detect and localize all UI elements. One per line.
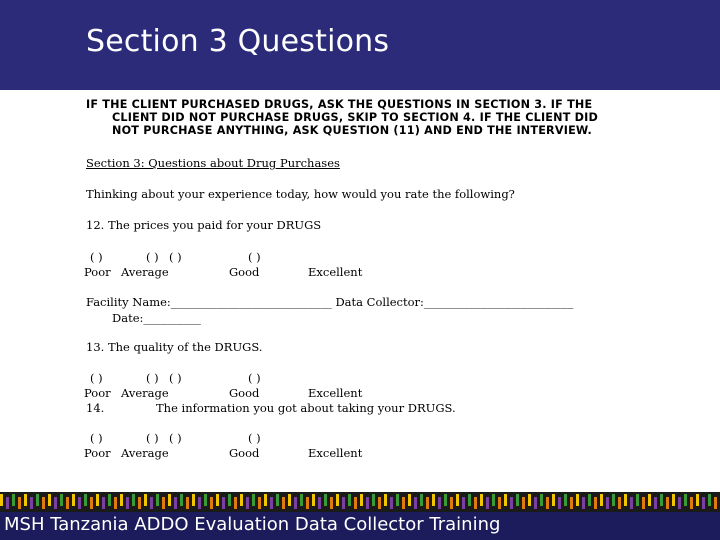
option-label-excellent: Excellent: [308, 446, 363, 460]
checkbox-good[interactable]: ( ): [169, 250, 182, 264]
option-label-excellent: Excellent: [308, 386, 363, 400]
option-label-average: Average: [121, 446, 169, 460]
footer-text: MSH Tanzania ADDO Evaluation Data Collector Training: [4, 514, 501, 535]
checkbox-average[interactable]: ( ): [146, 371, 159, 385]
slide-title: Section 3 Questions: [86, 24, 390, 59]
option-label-good: Good: [229, 386, 260, 400]
question-14-number: 14.: [86, 401, 105, 415]
checkbox-excellent[interactable]: ( ): [248, 250, 261, 264]
title-banner: [0, 0, 720, 90]
section-heading: Section 3: Questions about Drug Purchases: [86, 156, 340, 170]
footer-banner: [0, 492, 720, 540]
checkbox-poor[interactable]: ( ): [90, 431, 103, 445]
checkbox-excellent[interactable]: ( ): [248, 431, 261, 445]
question-14: The information you got about taking your DRUGS.: [156, 401, 456, 415]
option-label-poor: Poor: [84, 386, 111, 400]
option-label-good: Good: [229, 265, 260, 279]
checkbox-average[interactable]: ( ): [146, 250, 159, 264]
option-label-average: Average: [121, 386, 169, 400]
option-label-good: Good: [229, 446, 260, 460]
option-label-excellent: Excellent: [308, 265, 363, 279]
question-13: 13. The quality of the DRUGS.: [86, 340, 263, 354]
option-label-average: Average: [121, 265, 169, 279]
instruction-line: NOT PURCHASE ANYTHING, ASK QUESTION (11) AND END THE INTERVIEW.: [112, 124, 592, 137]
date-line: Date:__________: [112, 311, 201, 325]
checkbox-good[interactable]: ( ): [169, 431, 182, 445]
option-label-poor: Poor: [84, 446, 111, 460]
question-12: 12. The prices you paid for your DRUGS: [86, 218, 322, 232]
checkbox-average[interactable]: ( ): [146, 431, 159, 445]
checkbox-poor[interactable]: ( ): [90, 250, 103, 264]
interviewer-instructions: [86, 98, 646, 137]
instruction-line: IF THE CLIENT PURCHASED DRUGS, ASK THE QUESTIONS IN SECTION 3. IF THE: [86, 98, 593, 111]
checkbox-excellent[interactable]: ( ): [248, 371, 261, 385]
intro-text: Thinking about your experience today, how would you rate the following?: [86, 187, 515, 201]
instruction-line: CLIENT DID NOT PURCHASE DRUGS, SKIP TO SECTION 4. IF THE CLIENT DID: [112, 111, 598, 124]
option-label-poor: Poor: [84, 265, 111, 279]
facility-collector-line: Facility Name:____________________________ Data Collector:__________________________: [86, 295, 574, 309]
checkbox-good[interactable]: ( ): [169, 371, 182, 385]
checkbox-poor[interactable]: ( ): [90, 371, 103, 385]
